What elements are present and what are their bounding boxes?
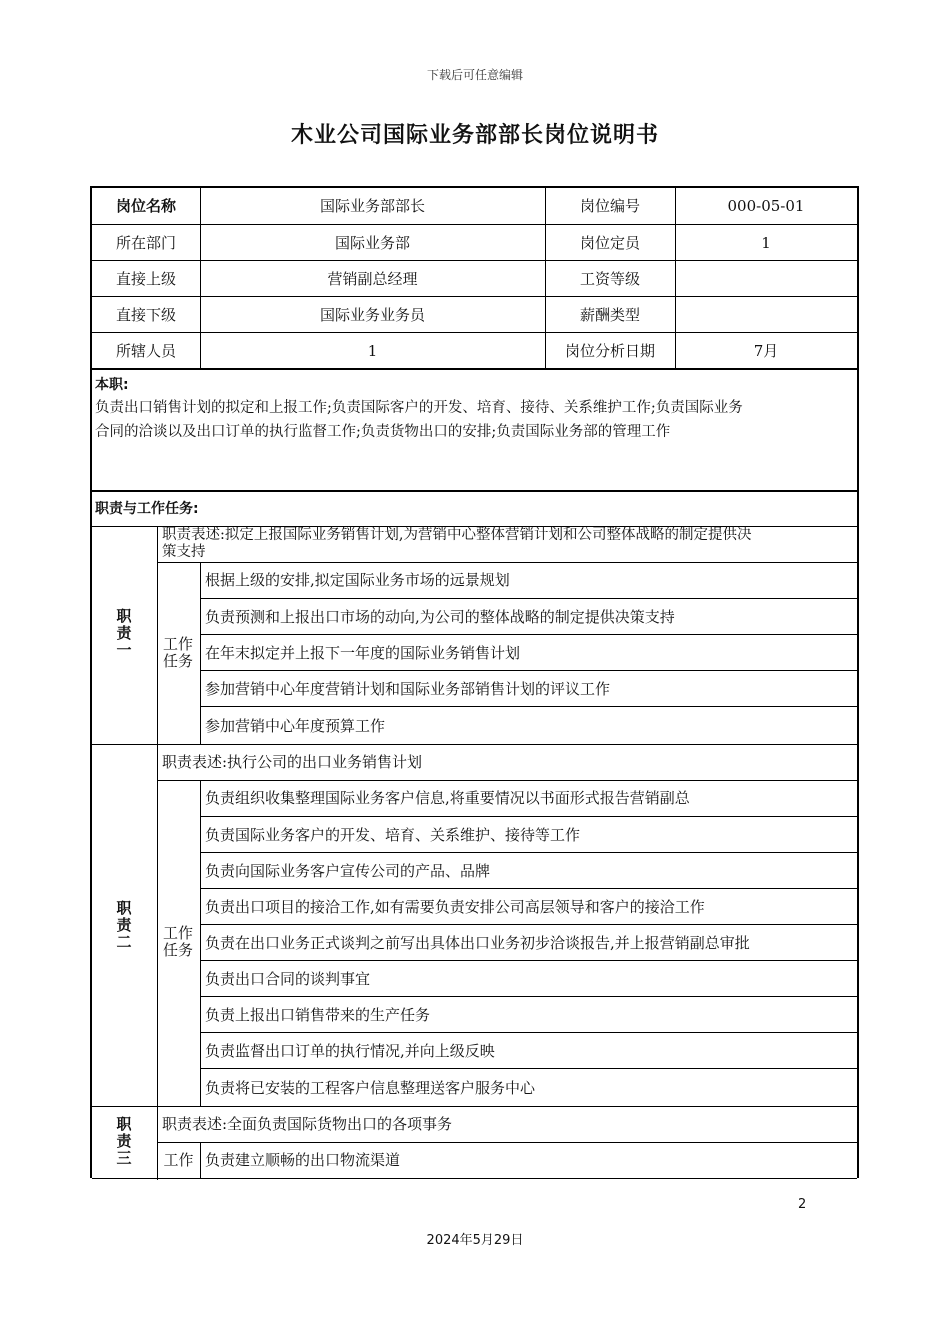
page-number: 2	[798, 1197, 807, 1212]
job-description-table	[90, 186, 859, 1178]
value-position-name: 国际业务部部长	[319, 197, 425, 215]
label-position-name: 岗位名称	[115, 197, 176, 215]
duty1-task-1: 根据上级的安排,拟定国际业务市场的远景规划	[205, 571, 510, 589]
duty1-task-3: 在年末拟定并上报下一年度的国际业务销售计划	[200, 634, 857, 670]
summary-label: 本职:	[95, 377, 129, 393]
value-subordinate: 国际业务业务员	[200, 296, 545, 332]
duty1-desc: 职责表述:拟定上报国际业务销售计划,为营销中心整体营销计划和公司整体战略的制定提供决 策支持	[162, 527, 752, 560]
label-staff: 所辖人员	[92, 332, 200, 368]
duty1-task-label: 工作 任务	[162, 635, 193, 670]
label-analysis-date: 岗位分析日期	[545, 332, 675, 368]
value-analysis-date: 7月	[675, 332, 857, 368]
value-superior: 营销副总经理	[200, 260, 545, 296]
duty2-name: 职 责 二	[116, 899, 132, 951]
label-superior: 直接上级	[92, 260, 200, 296]
duty2-desc: 职责表述:执行公司的出口业务销售计划	[162, 753, 423, 771]
duty3-task-label: 工作	[163, 1151, 194, 1169]
label-position-code: 岗位编号	[579, 197, 640, 215]
duty2-task-1: 负责组织收集整理国际业务客户信息,将重要情况以书面形式报告营销副总	[205, 789, 690, 807]
value-department: 国际业务部	[200, 224, 545, 260]
duty2-task-4: 负责出口项目的接洽工作,如有需要负责安排公司高层领导和客户的接洽工作	[200, 888, 857, 924]
duty2-task-2: 负责国际业务客户的开发、培育、关系维护、接待等工作	[200, 816, 857, 852]
summary-line-1: 负责出口销售计划的拟定和上报工作;负责国际客户的开发、培育、接待、关系维护工作;负责国际业务	[95, 400, 743, 416]
duty2-task-3: 负责向国际业务客户宣传公司的产品、品牌	[200, 852, 857, 888]
value-salary-grade	[675, 260, 857, 296]
duty2-task-label: 工作 任务	[162, 924, 193, 959]
label-salary-grade: 工资等级	[545, 260, 675, 296]
summary-line-2: 合同的洽谈以及出口订单的执行监督工作;负责货物出口的安排;负责国际业务部的管理工作	[95, 424, 671, 440]
value-headcount: 1	[675, 224, 857, 260]
duty3-desc: 职责表述:全面负责国际货物出口的各项事务	[162, 1115, 453, 1133]
duty2-task-8: 负责监督出口订单的执行情况,并向上级反映	[200, 1032, 857, 1068]
value-pay-type	[675, 296, 857, 332]
duty2-task-7: 负责上报出口销售带来的生产任务	[200, 996, 857, 1032]
duty3-task-1: 负责建立顺畅的出口物流渠道	[205, 1151, 401, 1169]
duty2-task-6: 负责出口合同的谈判事宜	[200, 960, 857, 996]
duty1-name: 职 责 一	[116, 607, 132, 659]
duty1-task-4: 参加营销中心年度营销计划和国际业务部销售计划的评议工作	[200, 670, 857, 706]
label-department: 所在部门	[92, 224, 200, 260]
duty1-task-5: 参加营销中心年度预算工作	[200, 706, 857, 744]
label-pay-type: 薪酬类型	[545, 296, 675, 332]
label-headcount: 岗位定员	[545, 224, 675, 260]
footer-date: 2024年5月29日	[426, 1233, 524, 1248]
duty3-name: 职 责 三	[116, 1115, 132, 1167]
page-title: 木业公司国际业务部部长岗位说明书	[290, 123, 659, 148]
duties-label: 职责与工作任务:	[95, 501, 199, 517]
duty2-task-5: 负责在出口业务正式谈判之前写出具体出口业务初步洽谈报告,并上报营销副总审批	[200, 924, 857, 960]
duty1-task-2: 负责预测和上报出口市场的动向,为公司的整体战略的制定提供决策支持	[200, 598, 857, 634]
label-subordinate: 直接下级	[92, 296, 200, 332]
header-note: 下载后可任意编辑	[426, 68, 523, 82]
value-staff: 1	[200, 332, 545, 368]
duty2-task-9: 负责将已安装的工程客户信息整理送客户服务中心	[200, 1068, 857, 1106]
value-position-code: 000-05-01	[727, 197, 805, 215]
